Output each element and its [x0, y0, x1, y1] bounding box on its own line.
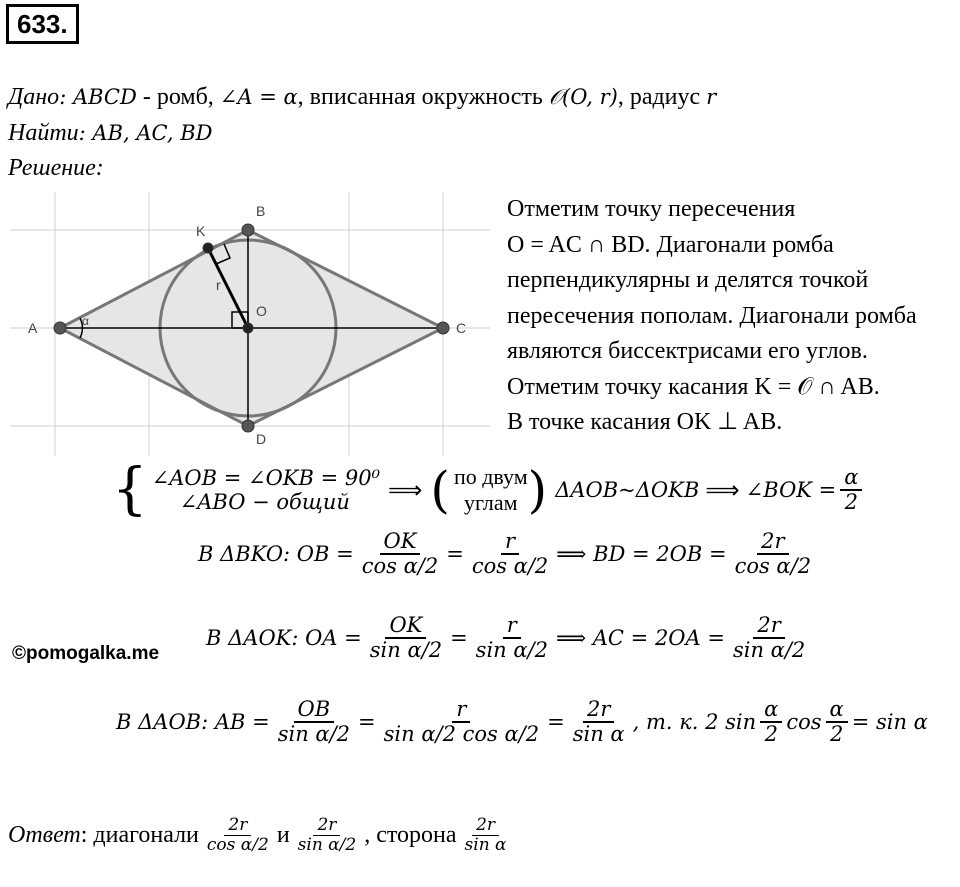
- equals: =: [547, 710, 565, 735]
- fraction: [358, 530, 442, 578]
- denominator: sin α/2: [732, 638, 806, 663]
- paren-bottom: углам: [464, 490, 518, 515]
- numerator: α: [760, 698, 782, 723]
- paren-top: по двум: [453, 464, 528, 489]
- equals: =: [450, 626, 468, 651]
- paren-content: [450, 464, 528, 516]
- denominator: sin α/2: [297, 834, 357, 855]
- implies-1: ⟹: [388, 477, 423, 504]
- numerator: OK: [385, 614, 426, 639]
- answer-label: Ответ: [8, 821, 81, 848]
- denominator: cos α/2: [361, 554, 439, 579]
- explanation-line: O = AC ∩ BD. Диагонали ромба: [507, 231, 834, 258]
- given-text3: , радиус: [617, 84, 707, 110]
- denominator: cos α/2: [206, 834, 269, 855]
- point-D: [242, 420, 254, 432]
- fraction: [569, 698, 629, 746]
- given-line: [8, 84, 716, 111]
- point-B: [242, 224, 254, 236]
- fraction: [461, 816, 511, 854]
- explanation-line: являются биссектрисами его углов.: [507, 338, 868, 364]
- point-A: [54, 322, 66, 334]
- equation-aob: [116, 698, 928, 746]
- paren-left: (: [430, 461, 450, 519]
- given-math3: 𝒪(O, r): [548, 85, 618, 109]
- label-alpha: α: [82, 314, 89, 328]
- label-A: A: [28, 320, 38, 336]
- fraction-denominator: 2: [844, 490, 859, 514]
- explanation-line: пересечения пополам. Диагонали ромба: [507, 302, 917, 329]
- paren-right: ): [527, 461, 548, 519]
- implies-text: ⟹ BD = 2OB =: [556, 542, 727, 567]
- system-row1: ∠AOB = ∠OKB = 90⁰: [151, 466, 381, 490]
- fraction: [729, 614, 809, 662]
- denominator: sin α/2: [369, 638, 443, 663]
- equals: =: [358, 710, 376, 735]
- answer-line: [8, 816, 515, 854]
- fraction: [760, 698, 782, 746]
- fraction: [380, 698, 543, 746]
- label-D: D: [256, 431, 267, 447]
- explanation-line: В точке касания OK ⊥ AB.: [507, 409, 783, 435]
- numerator: 2r: [313, 816, 340, 836]
- fraction: [203, 816, 273, 854]
- given-math1: : ABCD: [59, 85, 137, 109]
- fraction: [468, 530, 552, 578]
- denominator: cos α/2: [471, 554, 549, 579]
- numerator: 2r: [757, 530, 788, 555]
- implies-2: ⟹: [705, 477, 740, 504]
- numerator: 2r: [583, 698, 614, 723]
- given-math2: ∠A = α: [219, 85, 298, 109]
- given-math4: r: [706, 85, 717, 109]
- label-K: K: [196, 223, 206, 239]
- numerator: r: [503, 614, 521, 639]
- denominator: sin α: [572, 722, 625, 747]
- answer-text2: , сторона: [364, 821, 457, 848]
- angle-system: [112, 457, 866, 522]
- find-line: [8, 120, 212, 147]
- fraction: [294, 816, 361, 854]
- fraction-numerator: α: [840, 466, 862, 491]
- numerator: 2r: [472, 816, 499, 836]
- label-B: B: [256, 203, 266, 219]
- find-label: Найти: [8, 120, 79, 146]
- find-math: : AB, AC, BD: [78, 121, 213, 145]
- numerator: 2r: [224, 816, 251, 836]
- denominator: 2: [764, 722, 778, 747]
- eq-prefix: В ΔBKO: OB =: [198, 542, 354, 567]
- explanation-text: [507, 192, 917, 441]
- equation-aok: [206, 614, 813, 662]
- result-left: ∠BOK =: [745, 478, 837, 502]
- label-r: r: [216, 277, 221, 293]
- answer-and: и: [276, 821, 290, 848]
- solution-label: Решение:: [8, 155, 104, 181]
- eq-prefix: В ΔAOK: OA =: [206, 626, 362, 651]
- point-K: [203, 243, 213, 253]
- denominator: sin α: [464, 834, 507, 855]
- answer-text1: : диагонали: [80, 821, 199, 848]
- numerator: α: [826, 698, 848, 723]
- numerator: r: [452, 698, 470, 723]
- rhombus-diagram: [10, 192, 490, 456]
- eq-prefix: В ΔAOB: AB =: [116, 710, 270, 735]
- result-fraction: [840, 466, 862, 514]
- tail-text: cos: [786, 710, 822, 735]
- denominator: sin α/2 cos α/2: [383, 722, 540, 747]
- denominator: sin α/2: [277, 722, 351, 747]
- watermark: ©pomogalka.me: [12, 643, 160, 664]
- problem-number: 633.: [6, 4, 79, 44]
- explanation-line: Отметим точку касания K = 𝒪 ∩ AB.: [507, 373, 880, 400]
- label-O: O: [256, 303, 267, 319]
- explanation-line: Отметим точку пересечения: [507, 196, 796, 222]
- equation-bko: [198, 530, 819, 578]
- numerator: r: [501, 530, 519, 555]
- point-C: [437, 322, 449, 334]
- fraction: [826, 698, 848, 746]
- numerator: OB: [294, 698, 335, 723]
- denominator: sin α/2: [475, 638, 548, 663]
- given-text2: , вписанная окружность: [297, 84, 549, 110]
- implies-text: ⟹ AC = 2OA =: [555, 626, 725, 651]
- fraction: [472, 614, 552, 662]
- point-O: [243, 323, 253, 333]
- denominator: cos α/2: [734, 554, 812, 579]
- given-label: Дано: [8, 84, 60, 110]
- system-brace: {: [112, 457, 148, 522]
- explanation-line: перпендикулярны и делятся точкой: [507, 267, 869, 293]
- equals: =: [446, 542, 464, 567]
- label-C: C: [456, 320, 467, 336]
- denominator: 2: [829, 722, 844, 747]
- system-row2: ∠ABO − общий: [179, 490, 350, 514]
- fraction: [274, 698, 354, 746]
- similarity: ΔAOB~ΔOKB: [555, 478, 700, 502]
- given-text1: - ромб,: [136, 84, 220, 110]
- numerator: 2r: [753, 614, 784, 639]
- tail-text: = sin α: [851, 710, 928, 735]
- system-rows: [148, 466, 380, 514]
- fraction: [731, 530, 815, 578]
- numerator: OK: [380, 530, 421, 555]
- tail-text: , т. к. 2 sin: [632, 710, 757, 735]
- fraction: [366, 614, 446, 662]
